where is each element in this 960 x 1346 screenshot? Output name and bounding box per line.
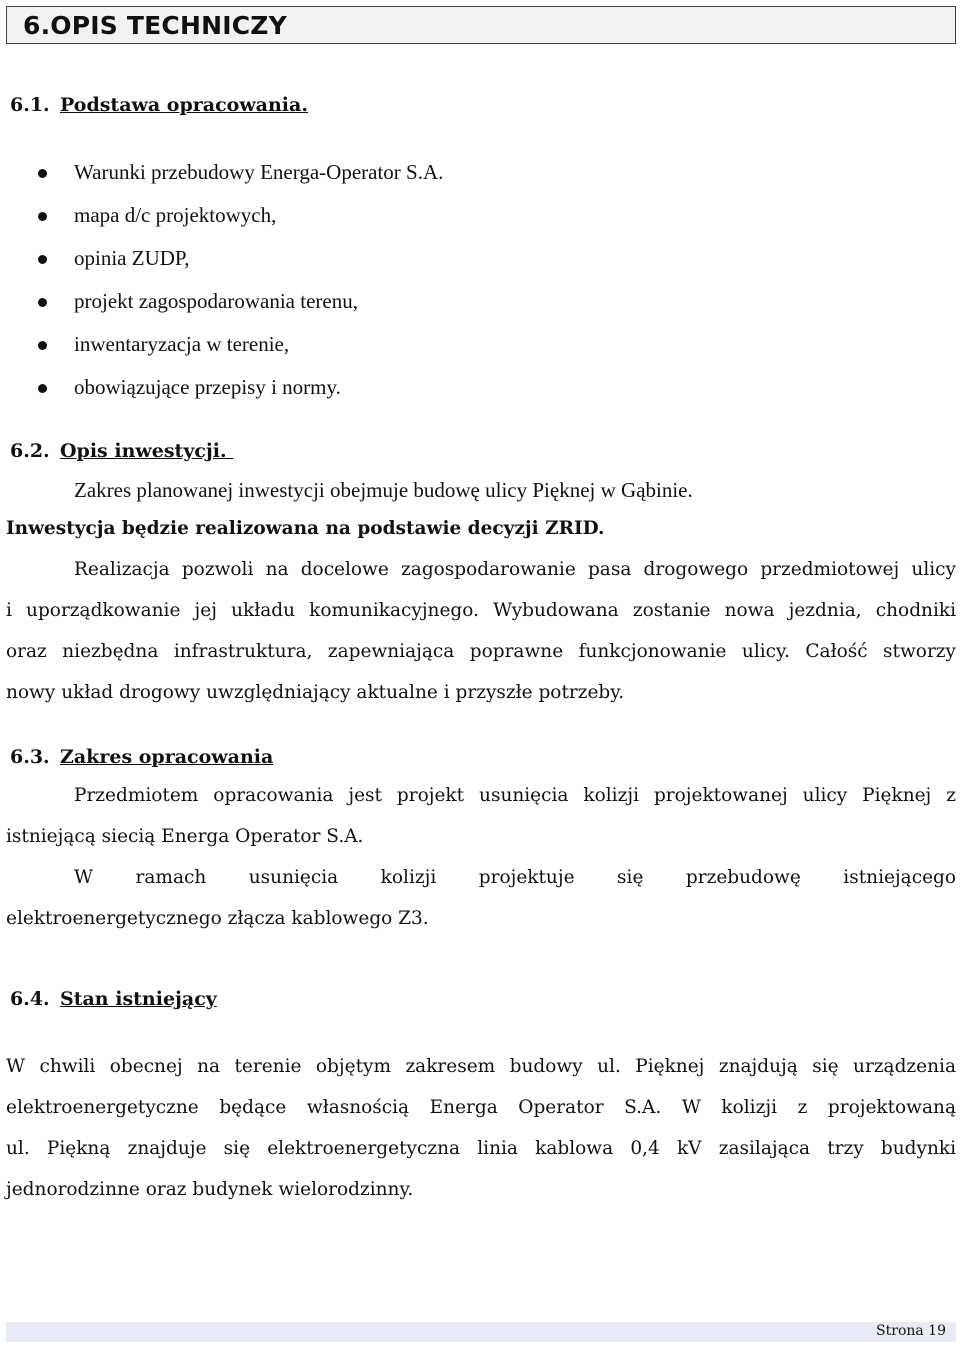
paragraph-line: i uporządkowanie jej układu komunikacyjnego. Wybudowana zostanie nowa jezdnia, chodniki	[6, 600, 956, 621]
section-heading-6-2	[10, 440, 610, 466]
paragraph-line: elektroenergetyczne będące własnością Energa Operator S.A. W kolizji z projektowaną	[6, 1097, 956, 1118]
paragraph-line: W ramach usunięcia kolizji projektuje się przebudowę istniejącego	[74, 867, 956, 888]
section-heading-6-3	[10, 746, 610, 772]
list-item: Warunki przebudowy Energa-Operator S.A.	[74, 160, 443, 185]
scope-line: Zakres planowanej inwestycji obejmuje budowę ulicy Pięknej w Gąbinie.	[74, 478, 693, 502]
paragraph-line: istniejącą siecią Energa Operator S.A.	[6, 826, 364, 847]
paragraph-line: oraz niezbędna infrastruktura, zapewniająca poprawne funkcjonowanie ulicy. Całość stworzy	[6, 641, 956, 662]
page-number: Strona 19	[876, 1323, 946, 1339]
chapter-header-box	[6, 6, 956, 44]
paragraph-line: jednorodzinne oraz budynek wielorodzinny.	[6, 1179, 414, 1200]
chapter-title: 6.OPIS TECHNICZY	[23, 11, 287, 40]
section-title: Opis inwestycji.	[60, 440, 234, 462]
paragraph-line: Realizacja pozwoli na docelowe zagospodarowanie pasa drogowego przedmiotowej ulicy	[74, 559, 956, 580]
bullet-icon	[38, 384, 47, 393]
paragraph-line: elektroenergetycznego złącza kablowego Z3.	[6, 908, 429, 929]
section-number: 6.1.	[10, 94, 50, 116]
bullet-icon	[38, 341, 47, 350]
list-item: mapa d/c projektowych,	[74, 203, 276, 228]
section-heading-6-4	[10, 988, 610, 1014]
bullet-icon	[38, 212, 47, 221]
list-item: inwentaryzacja w terenie,	[74, 332, 289, 357]
paragraph-line: Przedmiotem opracowania jest projekt usunięcia kolizji projektowanej ulicy Pięknej z	[74, 785, 956, 806]
section-number: 6.3.	[10, 746, 50, 768]
section-title: Podstawa opracowania.	[60, 94, 308, 116]
section-number: 6.4.	[10, 988, 50, 1010]
bullet-icon	[38, 298, 47, 307]
section-title: Stan istniejący	[60, 988, 217, 1010]
section-heading-6-1	[10, 94, 610, 120]
list-item: obowiązujące przepisy i normy.	[74, 375, 341, 400]
zrid-statement: Inwestycja będzie realizowana na podstawie decyzji ZRID.	[6, 518, 605, 539]
bullet-icon	[38, 169, 47, 178]
paragraph-line: ul. Piękną znajduje się elektroenergetyczna linia kablowa 0,4 kV zasilająca trzy budynki	[6, 1138, 956, 1159]
list-item: opinia ZUDP,	[74, 246, 190, 271]
section-title: Zakres opracowania	[60, 746, 274, 768]
page-footer	[6, 1322, 956, 1342]
section-number: 6.2.	[10, 440, 50, 462]
paragraph-line: W chwili obecnej na terenie objętym zakresem budowy ul. Pięknej znajdują się urządzenia	[6, 1056, 956, 1077]
paragraph-line: nowy układ drogowy uwzględniający aktualne i przyszłe potrzeby.	[6, 682, 625, 703]
list-item: projekt zagospodarowania terenu,	[74, 289, 358, 314]
bullet-icon	[38, 255, 47, 264]
